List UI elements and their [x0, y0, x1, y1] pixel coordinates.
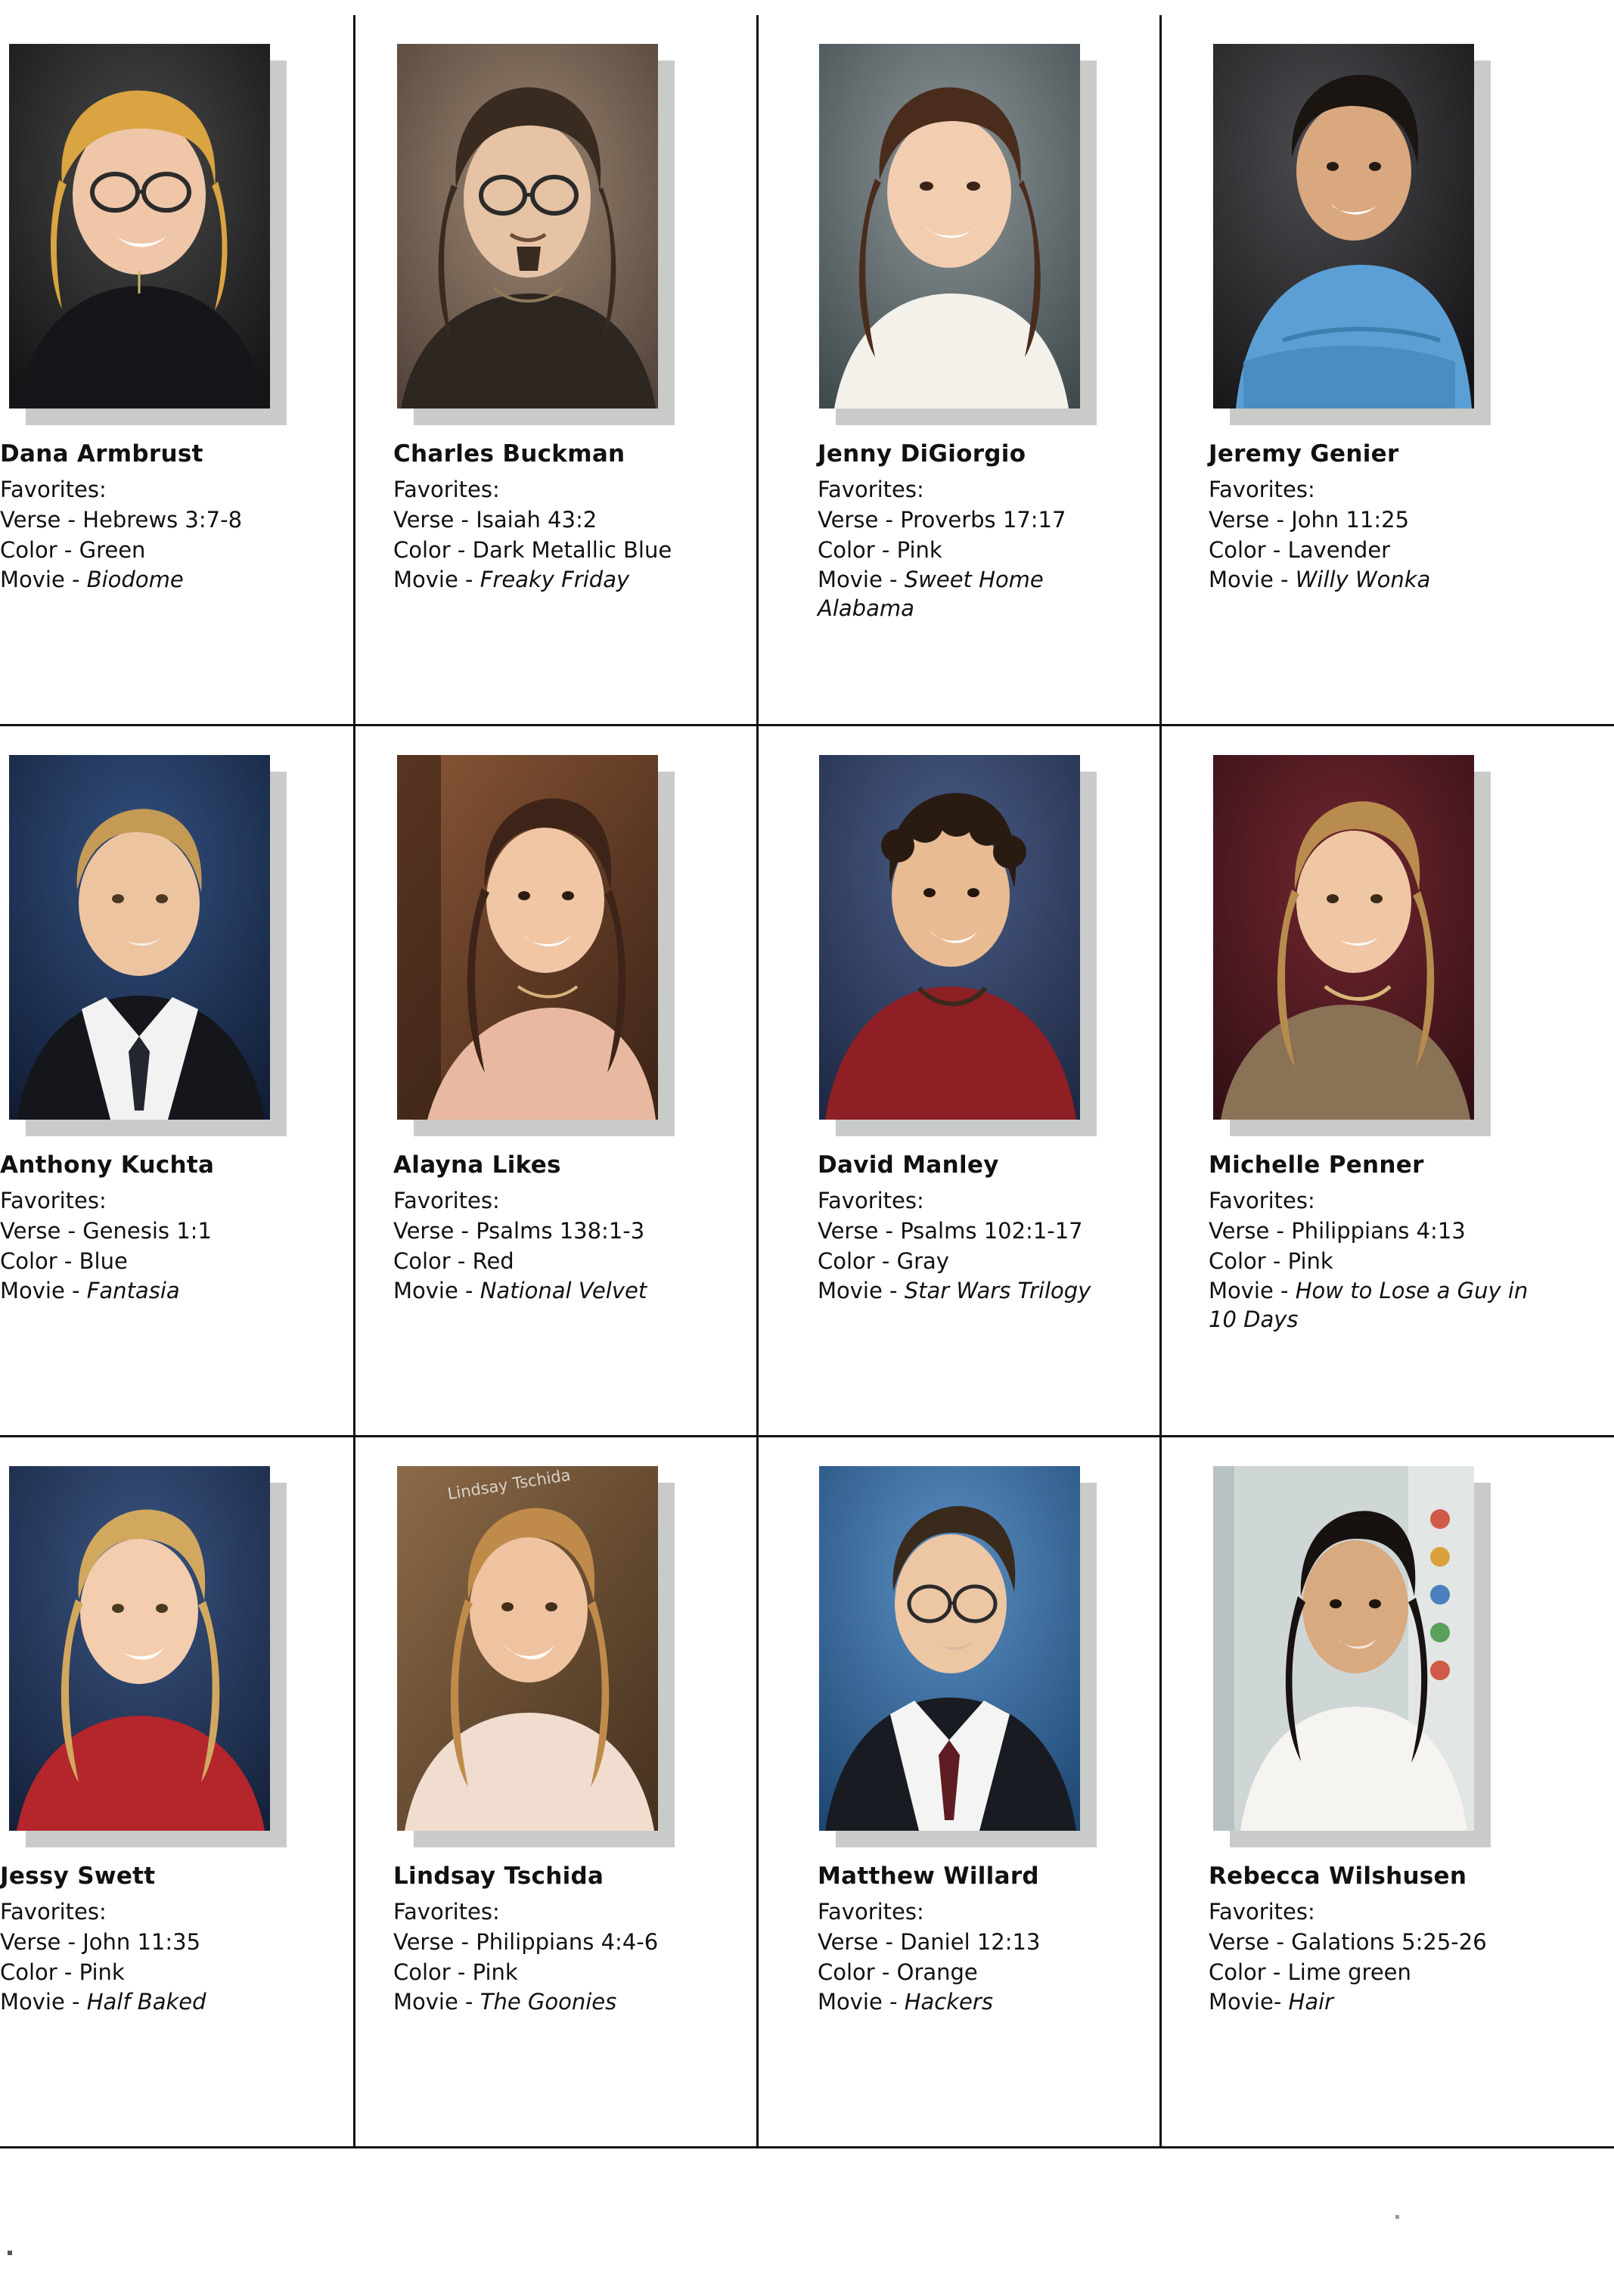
movie-prefix: Movie-	[1209, 1989, 1289, 2015]
favorite-verse: Verse - John 11:35	[0, 1928, 201, 1955]
student-info	[759, 1844, 1159, 2017]
favorite-verse: Verse - John 11:25	[1209, 506, 1410, 533]
favorite-verse: Verse - Philippians 4:13	[1209, 1217, 1466, 1244]
photo-wrapper	[0, 44, 353, 422]
portrait-illustration	[819, 755, 1080, 1120]
favorite-color: Color - Pink	[0, 1959, 125, 1985]
student-info	[1162, 422, 1565, 595]
favorites-label: Favorites:	[1209, 477, 1315, 503]
favorite-color: Color - Blue	[0, 1247, 128, 1274]
favorite-color: Color - Gray	[818, 1247, 949, 1274]
favorite-color: Color - Pink	[1209, 1247, 1333, 1274]
movie-prefix: Movie -	[818, 1278, 905, 1304]
movie-prefix: Movie -	[0, 567, 87, 593]
scan-artifact-dot-right	[1395, 2215, 1399, 2219]
student-portrait	[1213, 1466, 1474, 1831]
student-info	[1162, 1133, 1565, 1334]
favorite-movie	[393, 1988, 719, 2017]
student-info	[0, 422, 353, 595]
favorite-movie	[393, 1277, 719, 1306]
favorite-movie	[393, 566, 719, 595]
movie-title: Freaky Friday	[480, 567, 630, 593]
student-info	[0, 1133, 353, 1306]
student-name: Charles Buckman	[393, 440, 625, 468]
photo-wrapper	[355, 44, 756, 422]
student-info	[759, 1133, 1159, 1306]
favorite-verse: Verse - Galations 5:25-26	[1209, 1928, 1487, 1955]
movie-prefix: Movie -	[393, 1278, 480, 1304]
portrait-illustration	[397, 1466, 658, 1831]
portrait-illustration	[397, 44, 658, 409]
student-cell-dana-armbrust	[0, 15, 355, 724]
student-cell-david-manley	[759, 726, 1162, 1435]
student-row	[0, 15, 1614, 726]
scan-artifact-dot	[8, 2251, 12, 2255]
movie-title: Hackers	[904, 1989, 993, 2015]
student-portrait	[819, 755, 1080, 1120]
student-portrait	[819, 1466, 1080, 1831]
student-cell-jenny-digiorgio	[759, 15, 1162, 724]
favorite-movie	[1209, 566, 1534, 595]
student-cell-jeremy-genier	[1162, 15, 1565, 724]
photo-wrapper	[1162, 1466, 1565, 1844]
movie-prefix: Movie -	[1209, 567, 1296, 593]
favorite-color: Color - Orange	[818, 1959, 978, 1985]
movie-title: Star Wars Trilogy	[904, 1278, 1091, 1304]
favorites-label: Favorites:	[818, 477, 924, 503]
favorite-color: Color - Lime green	[1209, 1959, 1411, 1985]
portrait-illustration	[1213, 1466, 1474, 1831]
student-info	[1162, 1844, 1565, 2017]
portrait-illustration	[1213, 44, 1474, 409]
photo-watermark: Lindsay Tschida	[446, 1466, 573, 1503]
student-cell-charles-buckman	[355, 15, 759, 724]
movie-title: Half Baked	[86, 1989, 206, 2015]
movie-prefix: Movie -	[0, 1278, 87, 1304]
portrait-illustration	[9, 1466, 270, 1831]
student-name: Jenny DiGiorgio	[818, 440, 1026, 468]
student-info	[0, 1844, 353, 2017]
favorites-label: Favorites:	[393, 1188, 500, 1214]
student-name: Lindsay Tschida	[393, 1863, 604, 1890]
student-name: Jeremy Genier	[1209, 440, 1399, 468]
portrait-illustration	[397, 755, 658, 1120]
movie-prefix: Movie -	[0, 1989, 87, 2015]
student-cell-matthew-willard	[759, 1437, 1162, 2146]
favorite-color: Color - Dark Metallic Blue	[393, 536, 672, 563]
student-portrait	[397, 755, 658, 1120]
photo-wrapper	[759, 755, 1159, 1133]
photo-wrapper	[355, 755, 756, 1133]
portrait-illustration	[819, 1466, 1080, 1831]
student-cell-jessy-swett	[0, 1437, 355, 2146]
student-name: Anthony Kuchta	[0, 1151, 215, 1179]
favorite-verse: Verse - Psalms 102:1-17	[818, 1217, 1083, 1244]
movie-prefix: Movie -	[393, 567, 480, 593]
movie-title: National Velvet	[480, 1278, 647, 1304]
movie-title: How to Lose a Guy in 10 Days	[1209, 1278, 1529, 1333]
favorite-movie	[0, 1277, 325, 1306]
student-portrait	[1213, 44, 1474, 409]
student-portrait	[819, 44, 1080, 409]
favorites-label: Favorites:	[818, 1899, 924, 1925]
student-cell-anthony-kuchta	[0, 726, 355, 1435]
favorites-label: Favorites:	[818, 1188, 924, 1214]
photo-wrapper	[1162, 755, 1565, 1133]
movie-prefix: Movie -	[1209, 1278, 1296, 1304]
student-grid	[0, 15, 1614, 2148]
favorites-label: Favorites:	[393, 477, 500, 503]
favorite-movie	[818, 1988, 1143, 2017]
student-info	[355, 1844, 756, 2017]
favorites-label: Favorites:	[393, 1899, 500, 1925]
photo-wrapper	[355, 1466, 756, 1844]
favorite-color: Color - Pink	[818, 536, 942, 563]
favorite-movie	[1209, 1988, 1534, 2017]
favorite-movie	[818, 1277, 1143, 1306]
portrait-illustration	[1213, 755, 1474, 1120]
student-portrait	[397, 44, 658, 409]
student-row	[0, 1437, 1614, 2148]
movie-prefix: Movie -	[818, 1989, 905, 2015]
student-row	[0, 726, 1614, 1437]
favorites-label: Favorites:	[0, 477, 107, 503]
favorites-label: Favorites:	[1209, 1899, 1315, 1925]
favorite-verse: Verse - Hebrews 3:7-8	[0, 506, 243, 533]
favorites-label: Favorites:	[1209, 1188, 1315, 1214]
portrait-illustration	[9, 44, 270, 409]
student-name: Matthew Willard	[818, 1863, 1039, 1890]
portrait-illustration	[9, 755, 270, 1120]
photo-wrapper	[759, 1466, 1159, 1844]
favorite-verse: Verse - Daniel 12:13	[818, 1928, 1041, 1955]
movie-title: Biodome	[86, 567, 184, 593]
student-name: Michelle Penner	[1209, 1151, 1424, 1179]
favorite-verse: Verse - Isaiah 43:2	[393, 506, 597, 533]
student-name: Rebecca Wilshusen	[1209, 1863, 1467, 1890]
portrait-illustration	[819, 44, 1080, 409]
student-info	[759, 422, 1159, 623]
student-name: Jessy Swett	[0, 1863, 156, 1890]
movie-title: Hair	[1288, 1989, 1334, 2015]
student-name: Dana Armbrust	[0, 440, 203, 468]
favorite-verse: Verse - Proverbs 17:17	[818, 506, 1066, 533]
movie-prefix: Movie -	[818, 567, 905, 593]
favorite-color: Color - Red	[393, 1247, 514, 1274]
student-portrait	[9, 44, 270, 409]
movie-title: The Goonies	[480, 1989, 617, 2015]
student-portrait	[9, 1466, 270, 1831]
movie-prefix: Movie -	[393, 1989, 480, 2015]
student-cell-lindsay-tschida	[355, 1437, 759, 2146]
favorite-movie	[818, 566, 1143, 623]
favorite-color: Color - Green	[0, 536, 146, 563]
favorites-label: Favorites:	[0, 1899, 107, 1925]
favorite-movie	[1209, 1277, 1534, 1334]
student-cell-michelle-penner	[1162, 726, 1565, 1435]
favorite-color: Color - Lavender	[1209, 536, 1391, 563]
student-info	[355, 422, 756, 595]
photo-wrapper	[0, 755, 353, 1133]
student-name: Alayna Likes	[393, 1151, 561, 1179]
student-cell-rebecca-wilshusen	[1162, 1437, 1565, 2146]
favorite-verse: Verse - Psalms 138:1-3	[393, 1217, 645, 1244]
student-cell-alayna-likes	[355, 726, 759, 1435]
photo-wrapper	[759, 44, 1159, 422]
student-portrait	[9, 755, 270, 1120]
favorite-movie	[0, 1988, 325, 2017]
student-name: David Manley	[818, 1151, 999, 1179]
student-portrait	[1213, 755, 1474, 1120]
photo-wrapper	[0, 1466, 353, 1844]
favorite-verse: Verse - Genesis 1:1	[0, 1217, 212, 1244]
movie-title: Willy Wonka	[1295, 567, 1431, 593]
movie-title: Sweet Home Alabama	[818, 567, 1044, 622]
favorite-color: Color - Pink	[393, 1959, 518, 1985]
favorite-movie	[0, 566, 325, 595]
student-portrait	[397, 1466, 658, 1831]
movie-title: Fantasia	[86, 1278, 180, 1304]
favorites-label: Favorites:	[0, 1188, 107, 1214]
favorite-verse: Verse - Philippians 4:4-6	[393, 1928, 659, 1955]
photo-wrapper	[1162, 44, 1565, 422]
student-info	[355, 1133, 756, 1306]
